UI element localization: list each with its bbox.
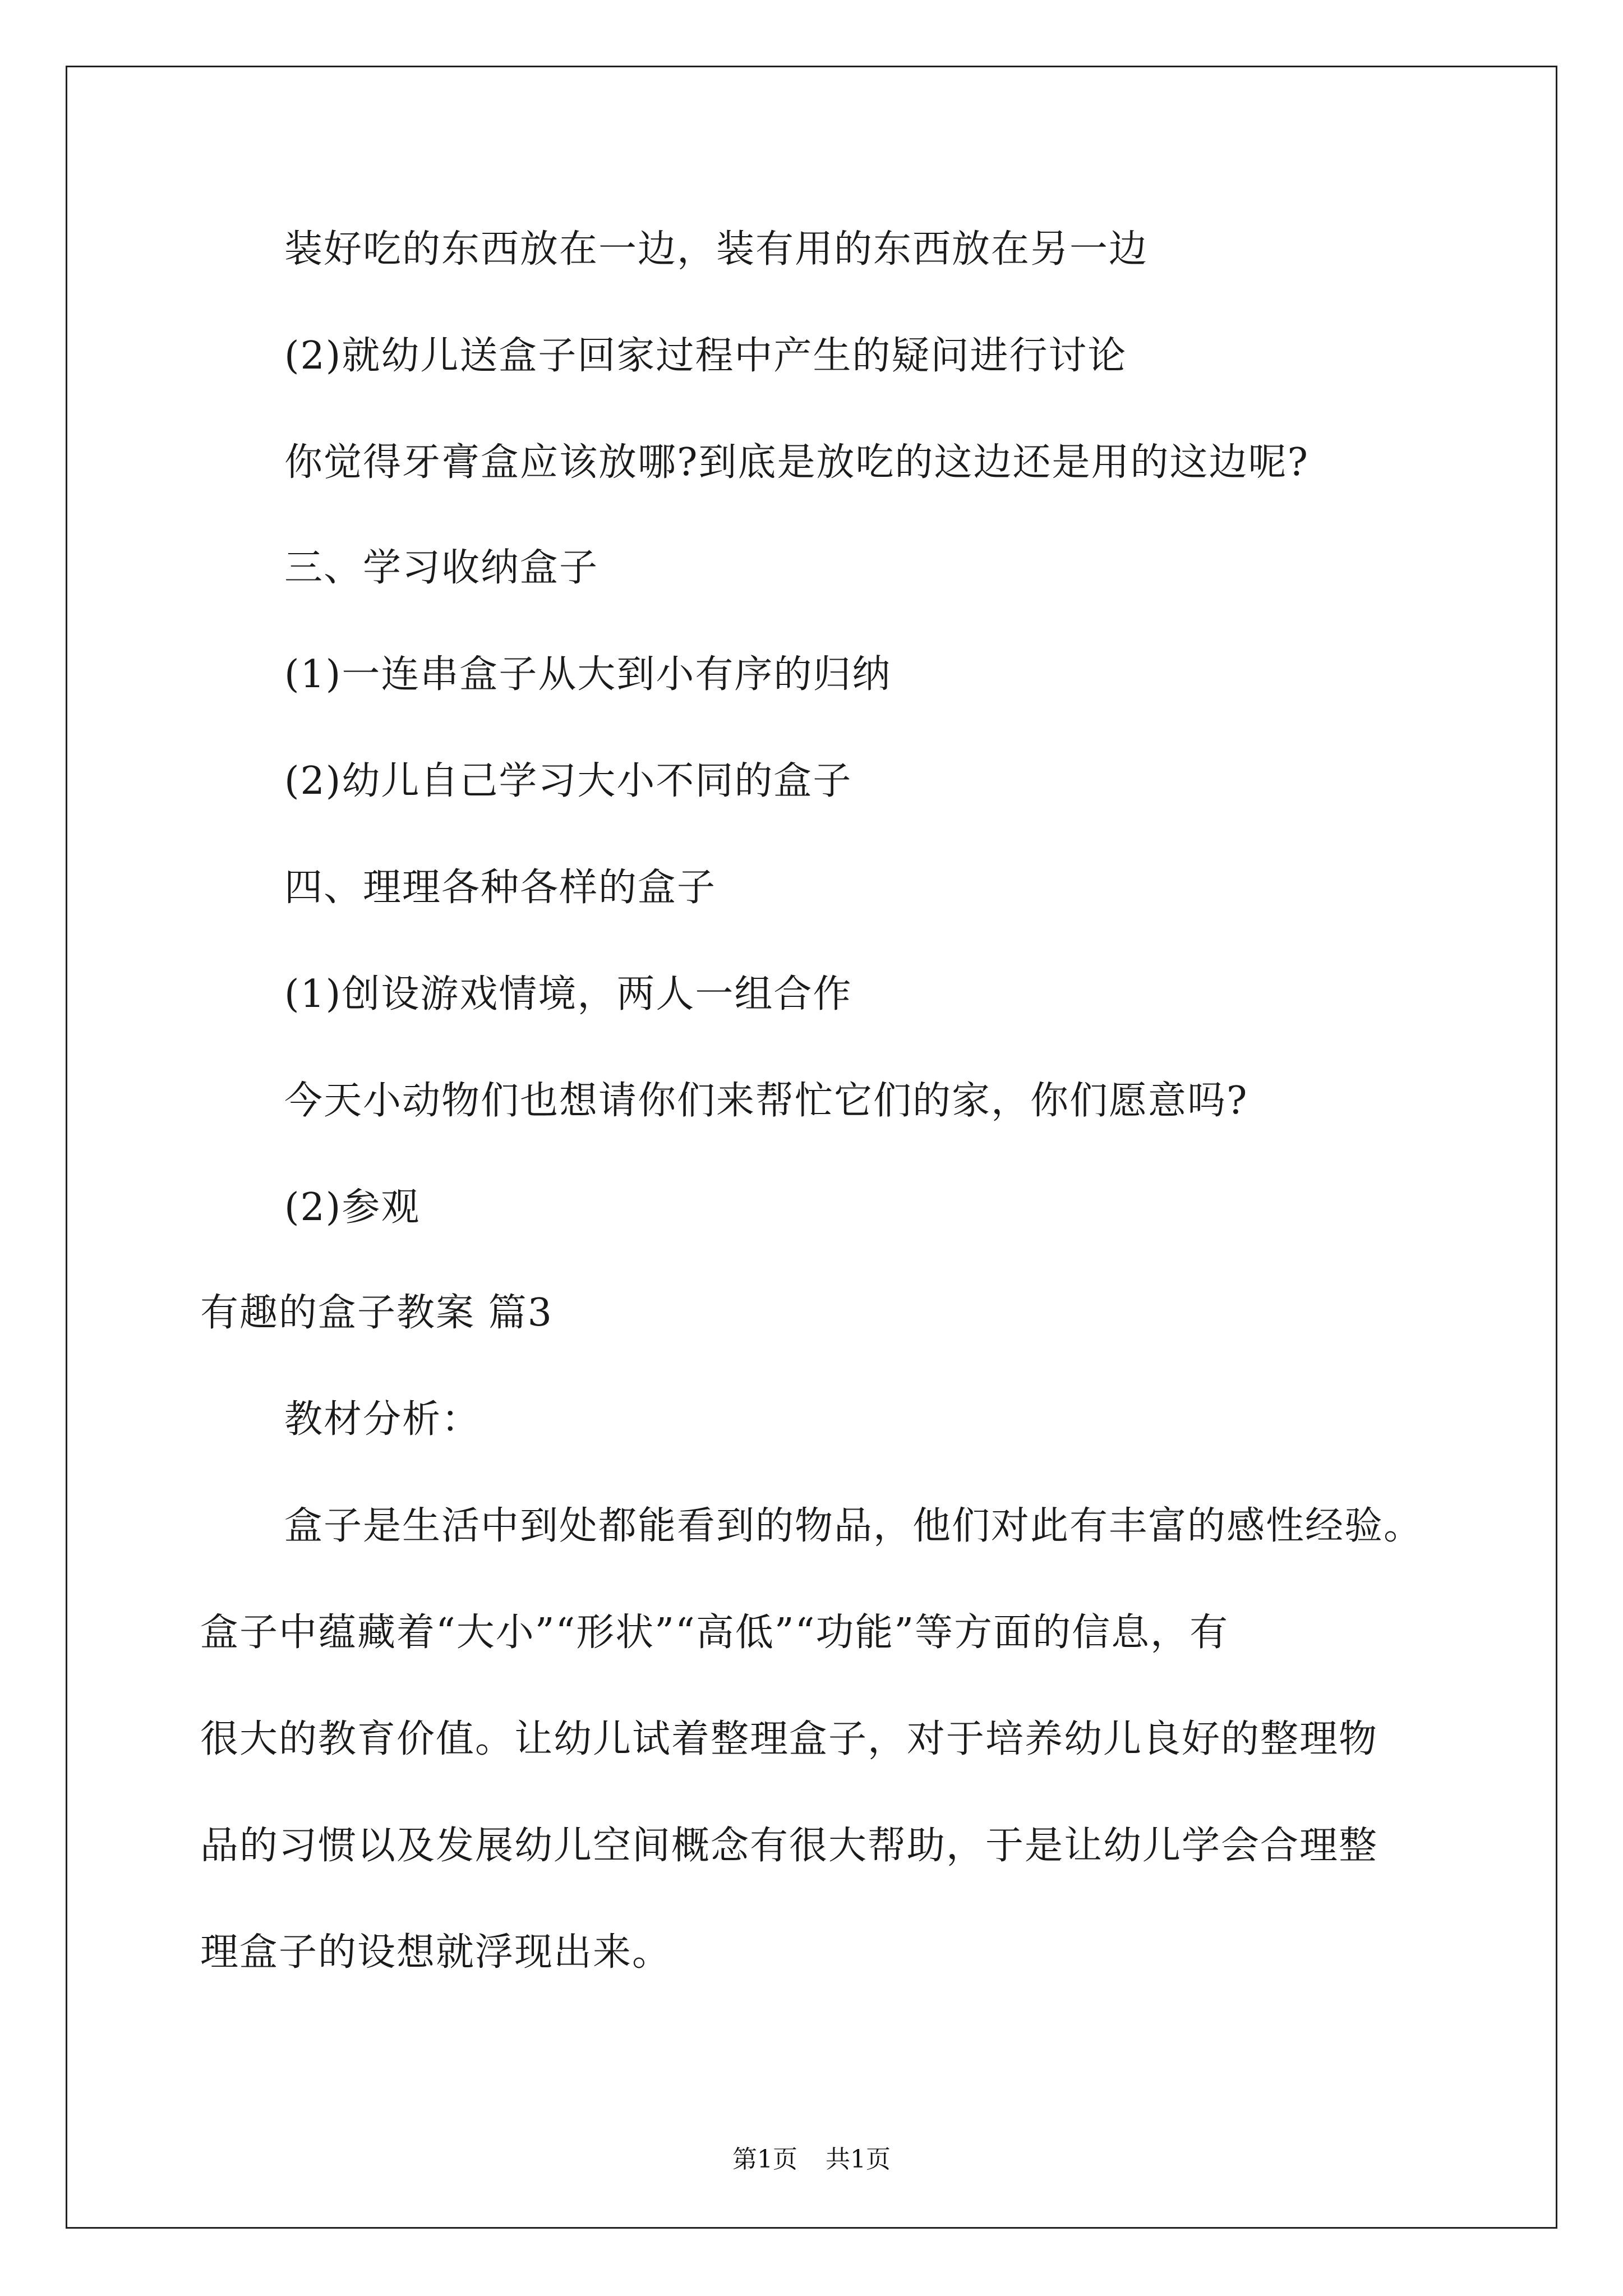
page-border	[66, 66, 1557, 2229]
paragraph-line: 盒子是生活中到处都能看到的物品，他们对此有丰富的感性经验。	[284, 1504, 1423, 1548]
text-line: 装好吃的东西放在一边，装有用的东西放在另一边	[284, 227, 1149, 272]
subheading: 教材分析：	[284, 1397, 481, 1442]
paragraph-line: 品的习惯以及发展幼儿空间概念有很大帮助，于是让幼儿学会合理整	[200, 1824, 1378, 1868]
text-line: (1)一连串盒子从大到小有序的归纳	[284, 652, 892, 697]
paragraph-line: 盒子中蕴藏着“大小”“形状”“高低”“功能”等方面的信息，有	[200, 1611, 1229, 1655]
section-heading: 四、理理各种各样的盒子	[284, 866, 717, 910]
section-heading: 三、学习收纳盒子	[284, 546, 599, 590]
text-line: 今天小动物们也想请你们来帮忙它们的家，你们愿意吗?	[284, 1079, 1248, 1123]
text-line: 你觉得牙膏盒应该放哪?到底是放吃的这边还是用的这边呢?	[284, 440, 1309, 485]
page-total: 共1页	[826, 2145, 891, 2174]
chapter-title: 有趣的盒子教案 篇3	[200, 1291, 553, 1335]
page-footer	[0, 2143, 1623, 2177]
page-number: 第1页	[732, 2145, 797, 2174]
text-line: (2)参观	[284, 1185, 421, 1230]
text-line: (2)幼儿自己学习大小不同的盒子	[284, 759, 852, 803]
paragraph-line: 理盒子的设想就浮现出来。	[200, 1930, 672, 1975]
paragraph-line: 很大的教育价值。让幼儿试着整理盒子，对于培养幼儿良好的整理物	[200, 1717, 1378, 1761]
text-line: (2)就幼儿送盒子回家过程中产生的疑问进行讨论	[284, 334, 1127, 378]
text-line: (1)创设游戏情境，两人一组合作	[284, 972, 852, 1016]
